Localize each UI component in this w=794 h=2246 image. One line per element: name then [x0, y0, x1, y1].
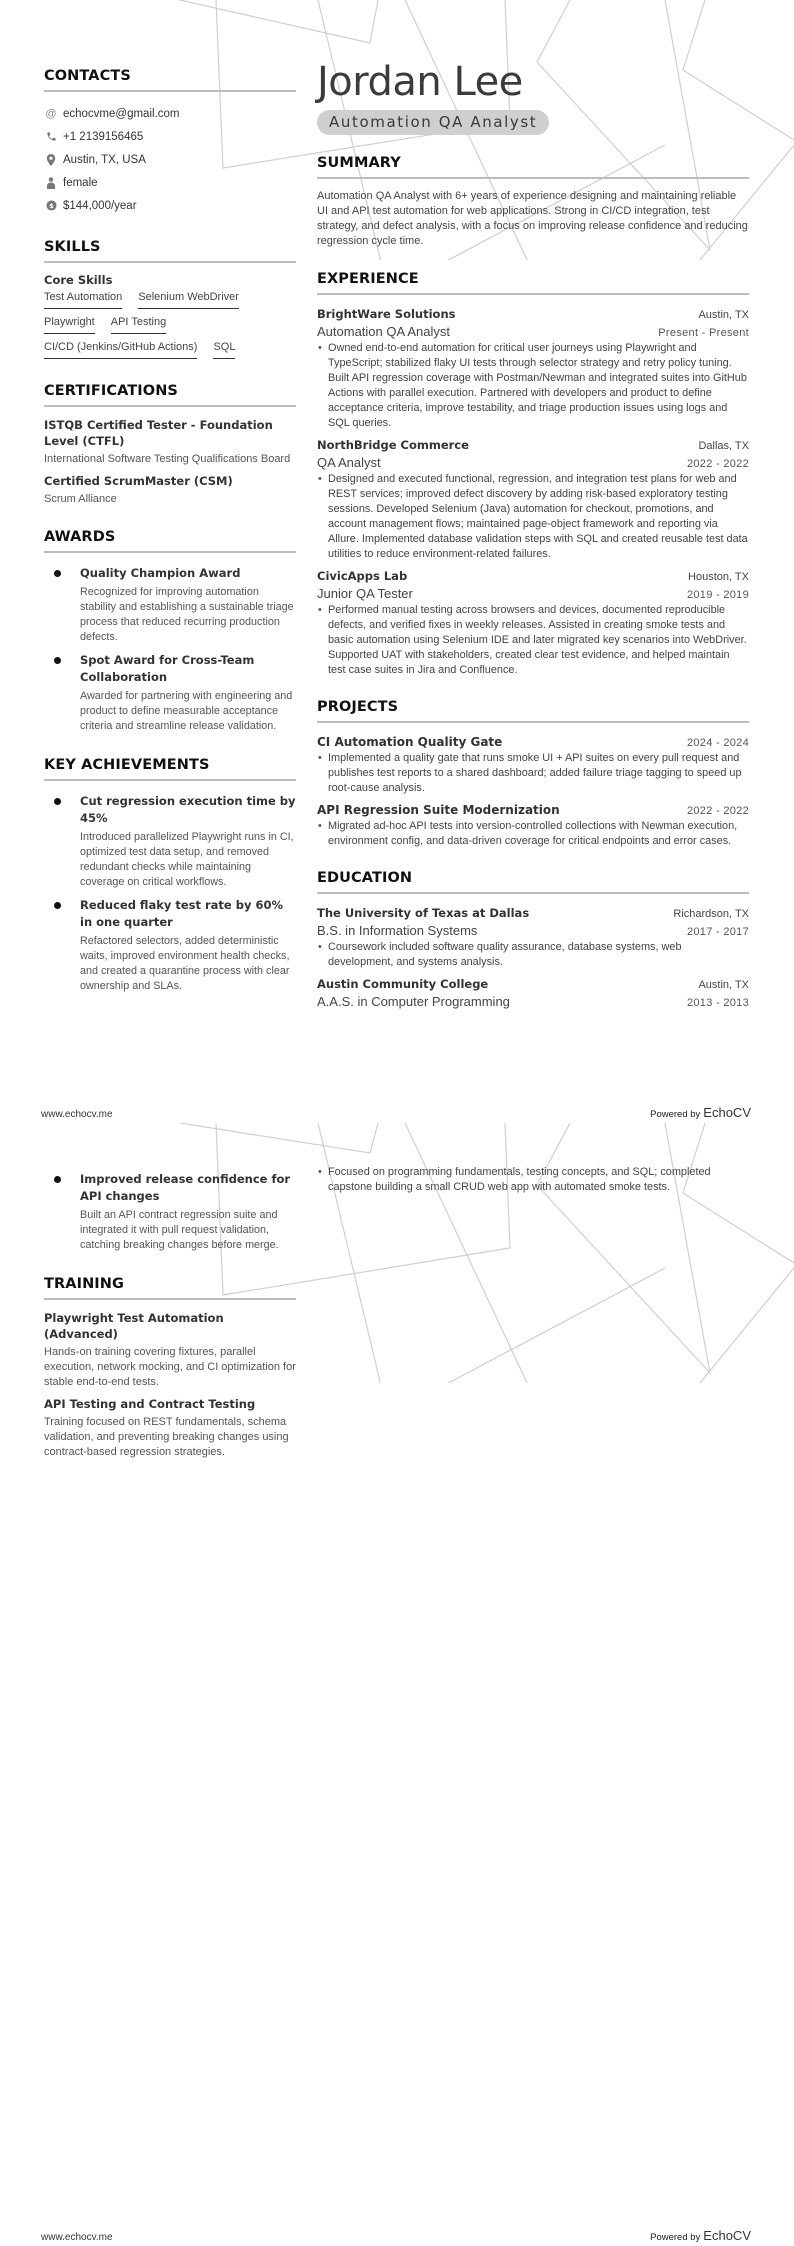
phone-icon [44, 130, 58, 144]
page-footer [41, 1104, 751, 1122]
achievement-item [44, 897, 296, 994]
job-dates: 2022 - 2022 [686, 458, 749, 470]
project-bullet: • Implemented a quality gate that runs smoke UI + API suites on every pull request and publishes test reports to a shared dashboard; added failure triage tagging to speed up root-cause analysis. [317, 751, 749, 796]
person-icon [44, 176, 58, 190]
skill-tag: Selenium WebDriver [138, 291, 239, 309]
contact-gender [44, 171, 296, 194]
education-heading: EDUCATION [317, 870, 749, 894]
projects-heading: PROJECTS [317, 699, 749, 723]
left-column-continued [44, 1171, 296, 1460]
svg-text:$: $ [48, 201, 54, 210]
bullet-dot-icon [54, 798, 61, 805]
award-item [44, 565, 296, 645]
project-title: API Regression Suite Modernization [317, 803, 560, 817]
salary-value: $144,000/year [63, 199, 137, 212]
experience-heading: EXPERIENCE [317, 271, 749, 295]
job-role: Automation QA Analyst [317, 324, 450, 339]
achievement-description: Introduced parallelized Playwright runs in CI, optimized test data setup, and removed redundant checks while maintaining coverage on critical workflows. [80, 831, 294, 888]
achievement-item [44, 793, 296, 890]
contact-salary [44, 194, 296, 217]
page-footer [41, 2227, 751, 2245]
job-role: QA Analyst [317, 455, 381, 470]
training-description: Hands-on training covering fixtures, parallel execution, network mocking, and CI optimization for stable end-to-end tests. [44, 1346, 296, 1388]
gender-value: female [63, 176, 98, 189]
location-pin-icon [44, 153, 58, 167]
achievement-title: Cut regression execution time by 45% [80, 794, 296, 825]
skill-tag: API Testing [111, 316, 166, 334]
certification-issuer: International Software Testing Qualifications Board [44, 453, 291, 465]
website-link[interactable]: www.echocv.me [41, 2232, 113, 2243]
right-column-continued [317, 1165, 749, 1195]
powered-by: Powered by EchoCV [650, 1105, 751, 1120]
certification-item [44, 473, 296, 507]
resume-page-2 [0, 1123, 794, 2246]
project-dates: 2022 - 2022 [686, 805, 749, 817]
experience-entry [317, 567, 749, 678]
bullet-dot-icon [54, 1176, 61, 1183]
candidate-name: Jordan Lee [317, 59, 523, 105]
right-column [317, 60, 749, 1016]
education-bullet: • Focused on programming fundamentals, testing concepts, and SQL; completed capstone building a small CRUD web app with automated smoke tests. [317, 1165, 749, 1195]
school-location: Austin, TX [698, 979, 749, 991]
certifications-heading: CERTIFICATIONS [44, 383, 296, 407]
training-item [44, 1396, 296, 1460]
skill-tag: Test Automation [44, 291, 122, 309]
location-value: Austin, TX, USA [63, 153, 146, 166]
experience-bullet: • Performed manual testing across browsers and devices, documented reproducible defects, and verified fixes in weekly releases. Assisted in creating smoke tests and basic automation using Selenium IDE and later migrated key scenarios into WebDriver. Supported UAT with stakeholders, created clear test evidence, and helped maintain test case suites in Jira and Confluence. [317, 603, 749, 678]
education-bullet: • Coursework included software quality assurance, database systems, web development, and systems analysis. [317, 940, 749, 970]
training-title: API Testing and Contract Testing [44, 1397, 256, 1411]
school-name: The University of Texas at Dallas [317, 906, 530, 920]
brand-logo[interactable]: EchoCV [703, 1105, 751, 1120]
contact-email[interactable] [44, 102, 296, 125]
brand-logo[interactable]: EchoCV [703, 2228, 751, 2243]
contact-location [44, 148, 296, 171]
education-dates: 2013 - 2013 [686, 997, 749, 1009]
skill-group [44, 273, 296, 359]
skill-group-title: Core Skills [44, 273, 113, 287]
education-dates: 2017 - 2017 [686, 926, 749, 938]
award-description: Awarded for partnering with engineering and product to define measurable acceptance criteria and streamline release validation. [80, 690, 293, 732]
training-description: Training focused on REST fundamentals, schema validation, and preventing breaking changes using contract-based regression strategies. [44, 1416, 289, 1458]
skill-tags [44, 291, 296, 359]
project-title: CI Automation Quality Gate [317, 735, 503, 749]
experience-entry [317, 436, 749, 562]
experience-bullet: • Designed and executed functional, regression, and integration test plans for web and REST services; improved defect discovery by adding risk-based exploratory testing sessions. Developed Selenium (Java) automation for checkout, promotions, and account management flows; maintained page-object framework and reporting via Allure. Implemented database validation steps with SQL and created reusable test data utilities to reduce environment-related failures. [317, 472, 749, 562]
awards-heading: AWARDS [44, 529, 296, 553]
experience-entry [317, 305, 749, 431]
summary-heading: SUMMARY [317, 155, 749, 179]
phone-value: +1 2139156465 [63, 130, 144, 143]
award-title: Spot Award for Cross-Team Collaboration [80, 653, 255, 684]
project-entry [317, 801, 749, 849]
skills-heading: SKILLS [44, 239, 296, 263]
training-title: Playwright Test Automation (Advanced) [44, 1311, 224, 1341]
company-name: CivicApps Lab [317, 569, 408, 583]
skill-tag: CI/CD (Jenkins/GitHub Actions) [44, 341, 197, 359]
summary-text: Automation QA Analyst with 6+ years of experience designing and maintaining reliable UI and API test automation for web applications. Strong in CI/CD integration, test strategy, and defect analysis, with a focus on improving release confidence and reducing regression cycle time. [317, 190, 748, 247]
award-item [44, 652, 296, 734]
job-dates: 2019 - 2019 [686, 589, 749, 601]
bullet-dot-icon [54, 657, 61, 664]
contacts-list [44, 102, 296, 217]
left-column [44, 68, 296, 1001]
project-bullet: • Migrated ad-hoc API tests into version-controlled collections with Newman execution, environment config, and data-driven coverage for critical endpoints and error cases. [317, 819, 749, 849]
skill-tag: Playwright [44, 316, 95, 334]
degree: A.A.S. in Computer Programming [317, 994, 510, 1009]
bullet-dot-icon [54, 902, 61, 909]
powered-by: Powered by EchoCV [650, 2228, 751, 2243]
key-achievements-heading: KEY ACHIEVEMENTS [44, 757, 296, 781]
email-value: echocvme@gmail.com [63, 107, 180, 120]
degree: B.S. in Information Systems [317, 923, 478, 938]
at-icon: @ [45, 107, 57, 120]
company-location: Austin, TX [698, 309, 749, 321]
project-dates: 2024 - 2024 [686, 737, 749, 749]
achievement-title: Improved release confidence for API changes [80, 1172, 291, 1203]
achievement-description: Refactored selectors, added deterministic waits, improved environment health checks, and created a quarantine process with clear ownership and SLAs. [80, 935, 290, 992]
experience-bullet: • Owned end-to-end automation for critical user journeys using Playwright and TypeScript; stabilized flaky UI tests through selector strategy and retry policy tuning. Built API regression coverage with Postman/Newman and integrated suites into GitHub Actions with parallel execution. Partnered with developers and product to define acceptance criteria, improve testability, and triage production issues using logs and SQL queries. [317, 341, 749, 431]
education-entry [317, 904, 749, 970]
job-dates: Present - Present [658, 327, 749, 339]
achievement-description: Built an API contract regression suite and integrated it with pull request validation, catching breaking changes before merge. [80, 1209, 279, 1251]
certification-item [44, 417, 296, 467]
project-entry [317, 733, 749, 796]
contact-phone[interactable] [44, 125, 296, 148]
training-heading: TRAINING [44, 1276, 296, 1300]
company-name: BrightWare Solutions [317, 307, 456, 321]
job-role: Junior QA Tester [317, 586, 413, 601]
company-location: Dallas, TX [698, 440, 749, 452]
training-item [44, 1310, 296, 1390]
award-description: Recognized for improving automation stability and establishing a sustainable triage process that reduced recurring production defects. [80, 586, 294, 643]
certification-issuer: Scrum Alliance [44, 493, 117, 505]
bullet-dot-icon [54, 570, 61, 577]
job-title-badge: Automation QA Analyst [317, 110, 549, 135]
school-name: Austin Community College [317, 977, 489, 991]
education-entry [317, 975, 749, 1011]
certification-title: ISTQB Certified Tester - Foundation Level (CTFL) [44, 418, 273, 448]
achievement-item [44, 1171, 296, 1253]
skill-tag: SQL [213, 341, 235, 359]
salary-icon [44, 199, 58, 213]
company-name: NorthBridge Commerce [317, 438, 469, 452]
website-link[interactable]: www.echocv.me [41, 1109, 113, 1120]
school-location: Richardson, TX [673, 908, 749, 920]
contacts-heading: CONTACTS [44, 68, 296, 92]
certification-title: Certified ScrumMaster (CSM) [44, 474, 233, 488]
company-location: Houston, TX [688, 571, 749, 583]
award-title: Quality Champion Award [80, 566, 241, 580]
achievement-title: Reduced flaky test rate by 60% in one quarter [80, 898, 283, 929]
